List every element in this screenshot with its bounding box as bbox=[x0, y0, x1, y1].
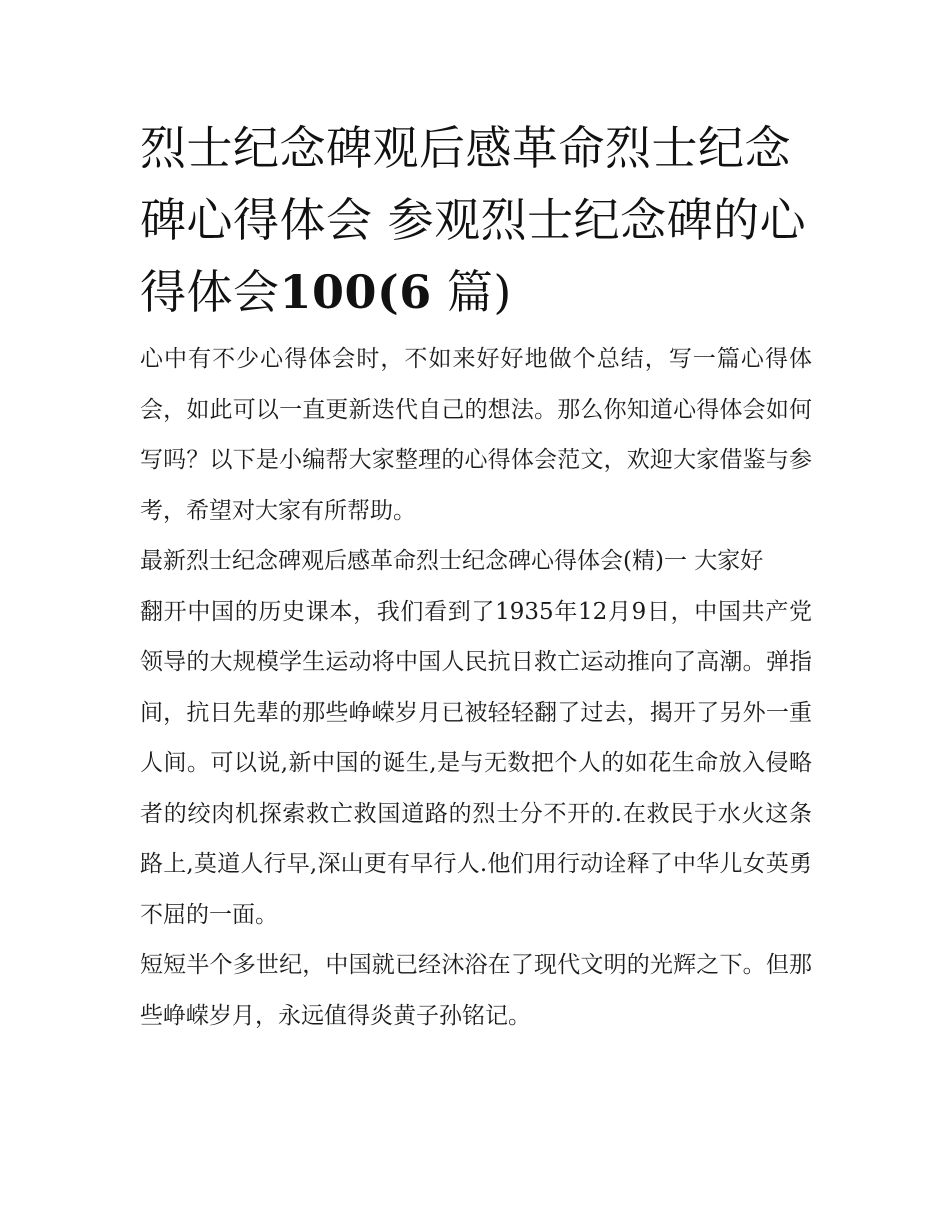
document-body bbox=[140, 334, 812, 1041]
document-content bbox=[140, 112, 812, 1041]
document-title bbox=[140, 112, 812, 328]
document-title-main: 烈士纪念碑观后感革命烈士纪念碑心得体会 参观烈士纪念碑的心得体会 bbox=[140, 121, 807, 319]
section-heading: 最新烈士纪念碑观后感革命烈士纪念碑心得体会(精)一 大家好 bbox=[140, 548, 764, 574]
document-title-tail: 篇) bbox=[431, 265, 512, 319]
body-paragraph: 翻开中国的历史课本，我们看到了1935年12月9日，中国共产党领导的大规模学生运动将中国人民抗日救亡运动推向了高潮。弹指间，抗日先辈的那些峥嵘岁月已被轻轻翻了过去，揭开了另外一重人间。可以说,新中国的诞生,是与无数把个人的如花生命放入侵略者的绞肉机探索救亡救国道路的烈士分不开的.在救民于水火这条路上,莫道人行早,深山更有早行人.他们用行动诠释了中华儿女英勇不屈的一面。 bbox=[140, 598, 812, 928]
intro-paragraph: 心中有不少心得体会时，不如来好好地做个总结，写一篇心得体会，如此可以一直更新迭代自己的想法。那么你知道心得体会如何写吗？以下是小编帮大家整理的心得体会范文，欢迎大家借鉴与参考，希望对大家有所帮助。 bbox=[140, 346, 812, 524]
body-paragraph: 短短半个多世纪，中国就已经沐浴在了现代文明的光辉之下。但那些峥嵘岁月，永远值得炎黄子孙铭记。 bbox=[140, 952, 812, 1029]
document-title-number: 100(6 bbox=[279, 265, 432, 319]
